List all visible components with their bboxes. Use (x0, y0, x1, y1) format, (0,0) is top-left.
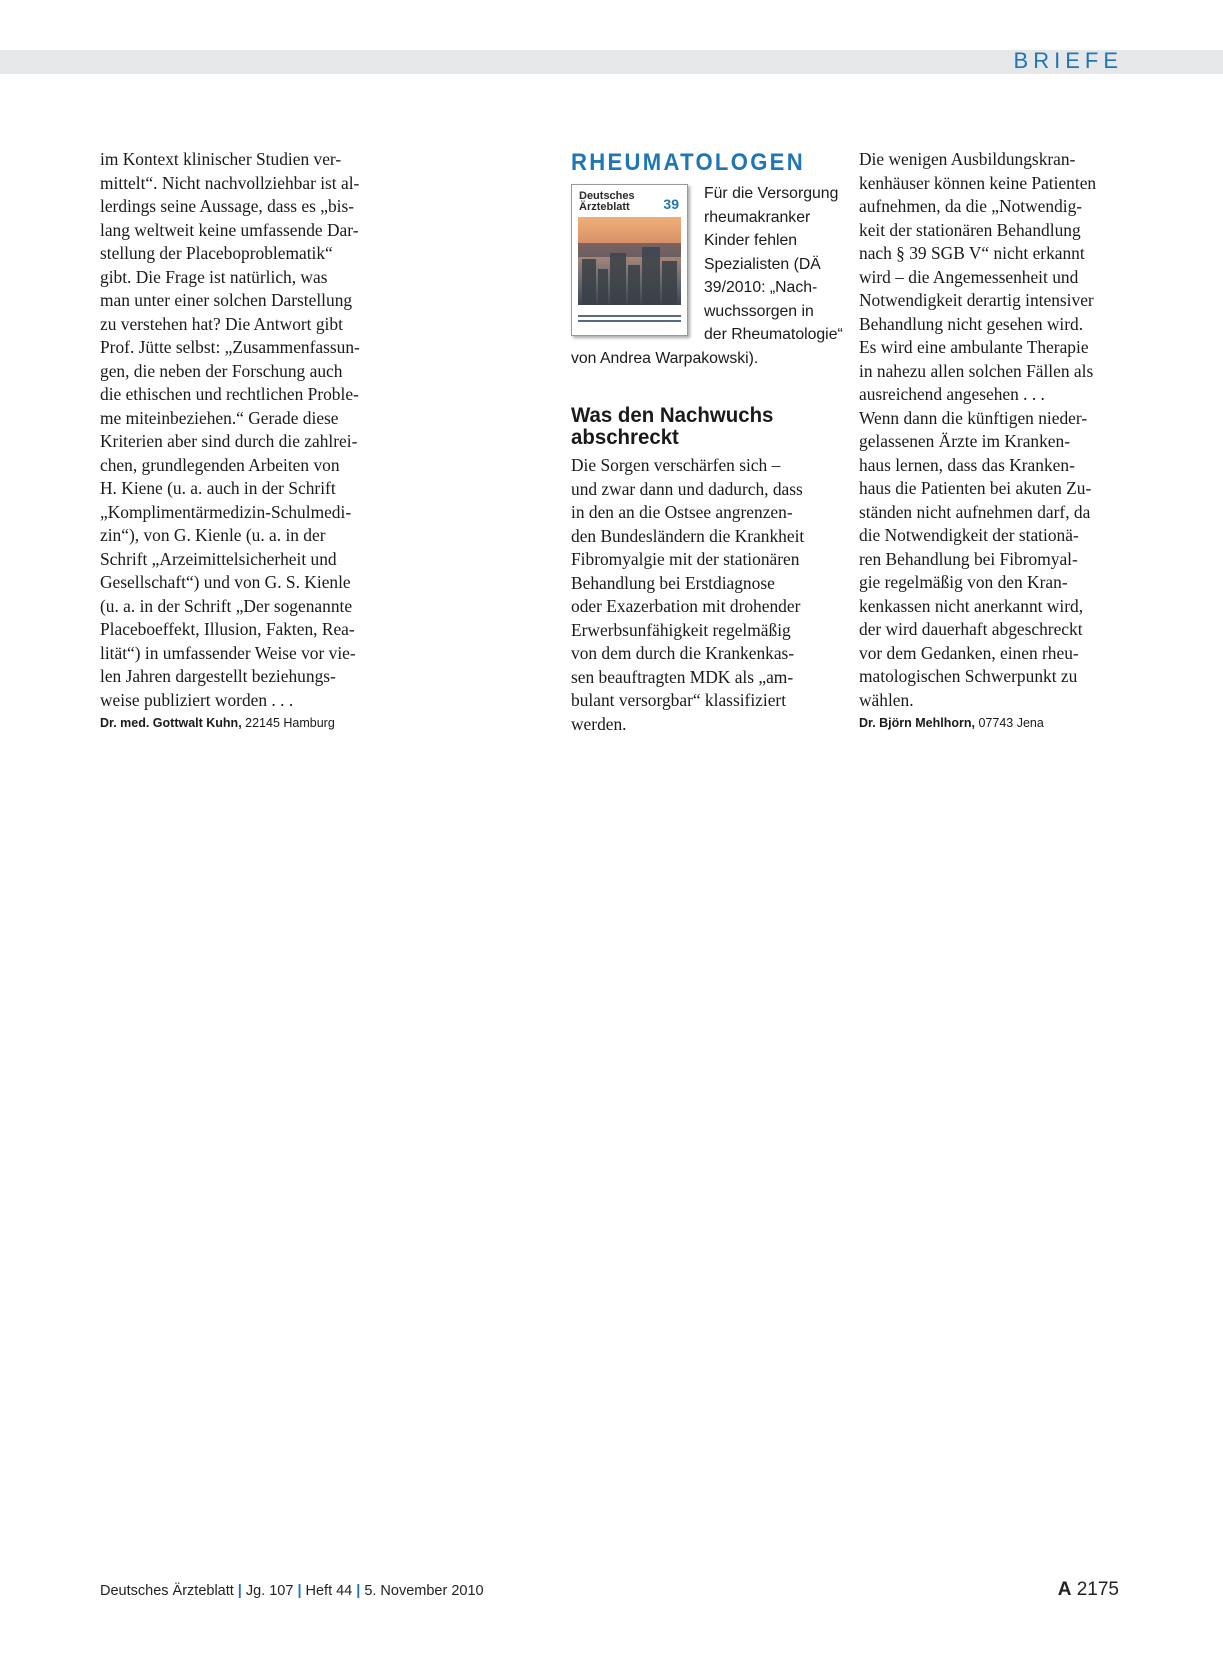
letter2-location: 07743 Jena (978, 716, 1044, 730)
cover-title-line2: Ärzteblatt (579, 201, 630, 213)
text-line: man unter einer solchen Darstellung (100, 290, 353, 310)
text-line: ausreichend angesehen . . . (859, 384, 1045, 404)
text-line: Fibromyalgie mit der stationären (571, 549, 800, 569)
text-line: Behandlung bei Erstdiagnose (571, 572, 775, 593)
teaser-line: wuchssorgen in (704, 302, 814, 320)
teaser-line: rheumakranker (704, 208, 811, 226)
teaser-line: der Rheumatologie“ (704, 326, 843, 343)
footer-citation (100, 1583, 484, 1599)
cover-title (579, 191, 635, 213)
text-line: die Notwendigkeit der stationä- (859, 525, 1079, 545)
cover-text-lines (578, 315, 681, 327)
footer-separator: | (297, 1583, 302, 1599)
letter2-column (571, 148, 849, 736)
section-label: BRIEFE (1013, 48, 1123, 73)
text-line: matologischen Schwerpunkt zu (859, 666, 1078, 686)
text-line: weise publiziert worden . . . (100, 689, 294, 710)
text-line: haus lernen, dass das Kranken- (859, 454, 1075, 475)
footer-separator: | (356, 1583, 361, 1599)
text-line: der wird dauerhaft abgeschreckt (859, 619, 1083, 639)
letter2-body-col2 (571, 454, 849, 736)
text-line: zu verstehen hat? Die Antwort gibt (100, 313, 343, 334)
footer-date: 5. November 2010 (364, 1583, 484, 1599)
text-line: (u. a. in der Schrift „Der sogenannte (100, 595, 353, 616)
footer-volume: Jg. 107 (245, 1583, 294, 1599)
page-number-value: 2175 (1076, 1579, 1119, 1600)
text-line: lang weltweit keine umfassende Dar- (100, 219, 359, 240)
text-line: gen, die neben der Forschung auch (100, 360, 343, 381)
letter1-author: Dr. med. Gottwalt Kuhn, (100, 716, 242, 730)
text-line: lerdings seine Aussage, dass es „bis- (100, 196, 355, 216)
text-line: sen beauftragten MDK als „am- (571, 666, 794, 687)
text-line: gibt. Die Frage ist natürlich, was (100, 266, 328, 287)
topic-heading: RHEUMATOLOGEN (571, 149, 805, 176)
cover-headline-band (578, 243, 681, 257)
text-line: Kriterien aber sind durch die zahlrei- (100, 431, 358, 451)
text-line: Notwendigkeit derartig intensiver (859, 290, 1094, 310)
text-line: von dem durch die Krankenkas- (571, 643, 795, 663)
text-line: in nahezu allen solchen Fällen als (859, 360, 1094, 381)
text-line: werden. (571, 713, 627, 734)
letter1-location: 22145 Hamburg (245, 716, 335, 730)
text-line: stellung der Placeboproblematik“ (100, 243, 333, 263)
text-line: ständen nicht aufnehmen darf, da (859, 501, 1091, 522)
text-line: wählen. (859, 689, 914, 710)
text-line: me miteinbeziehen.“ Gerade diese (100, 407, 339, 428)
text-line: „Komplimentärmedizin-Schulmedi- (100, 501, 352, 522)
text-line: und zwar dann und dadurch, dass (571, 478, 803, 499)
page-prefix: A (1057, 1579, 1072, 1600)
text-line: Erwerbsunfähigkeit regelmäßig (571, 619, 791, 640)
text-line: lität“) in umfassender Weise vor vie- (100, 642, 356, 663)
cover-issue-number: 39 (663, 196, 679, 212)
footer-issue: Heft 44 (305, 1583, 353, 1599)
teaser-line: Für die Versorgung (704, 185, 839, 202)
text-line: Gesellschaft“) und von G. S. Kienle (100, 572, 351, 592)
footer-separator: | (237, 1583, 242, 1599)
text-line: nach § 39 SGB V“ nicht erkannt (859, 243, 1085, 263)
footer-journal: Deutsches Ärzteblatt (100, 1583, 234, 1599)
letter2-column-continued (859, 148, 1127, 732)
text-line: den Bundesländern die Krankheit (571, 525, 805, 546)
teaser-line: 39/2010: „Nach- (704, 279, 818, 296)
text-line: ren Behandlung bei Fibromyal- (859, 548, 1078, 569)
text-line: die ethischen und rechtlichen Proble- (100, 384, 359, 404)
letter1-body (100, 148, 382, 712)
text-line: Schrift „Arzeimittelsicherheit und (100, 548, 337, 569)
letter2-headline: Was den Nachwuchs abschreckt (571, 403, 774, 449)
magazine-cover-image (571, 184, 688, 336)
text-line: Die wenigen Ausbildungskran- (859, 149, 1076, 169)
text-line: Die Sorgen verschärfen sich – (571, 455, 781, 475)
text-line: H. Kiene (u. a. auch in der Schrift (100, 478, 336, 498)
letter1-column (100, 148, 382, 732)
text-line: Wenn dann die künftigen nieder- (859, 407, 1088, 428)
text-line: oder Exazerbation mit drohender (571, 596, 801, 616)
text-line: gelassenen Ärzte im Kranken- (859, 431, 1071, 451)
teaser-line: von Andrea Warpakowski). (571, 349, 759, 367)
text-line: Es wird eine ambulante Therapie (859, 337, 1089, 357)
text-line: bulant versorgbar“ klassifiziert (571, 690, 787, 710)
text-line: Placeboeffekt, Illusion, Fakten, Rea- (100, 619, 355, 639)
text-line: zin“), von G. Kienle (u. a. in der (100, 525, 326, 545)
letter2-author: Dr. Björn Mehlhorn, (859, 716, 975, 730)
page-number (1058, 1579, 1119, 1601)
text-line: Behandlung nicht gesehen wird. (859, 313, 1084, 334)
text-line: keit der stationären Behandlung (859, 219, 1081, 240)
letter2-signature (859, 714, 1127, 732)
letter1-signature (100, 714, 382, 732)
text-line: wird – die Angemessenheit und (859, 266, 1079, 287)
cover-photo (578, 217, 681, 305)
text-line: vor dem Gedanken, einen rheu- (859, 642, 1079, 663)
text-line: chen, grundlegenden Arbeiten von (100, 454, 340, 475)
text-line: kenkassen nicht anerkannt wird, (859, 595, 1084, 616)
cover-title-line1: Deutsches (579, 190, 635, 202)
text-line: kenhäuser können keine Patienten (859, 172, 1097, 193)
teaser-box (571, 182, 849, 370)
text-line: aufnehmen, da die „Notwendig- (859, 196, 1083, 216)
teaser-line: Spezialisten (DÄ (704, 255, 821, 273)
text-line: in den an die Ostsee angrenzen- (571, 502, 793, 522)
text-line: mittelt“. Nicht nachvollziehbar ist al- (100, 172, 360, 193)
text-line: haus die Patienten bei akuten Zu- (859, 478, 1092, 498)
teaser-line: Kinder fehlen (704, 232, 798, 249)
text-line: gie regelmäßig von den Kran- (859, 572, 1068, 592)
text-line: im Kontext klinischer Studien ver- (100, 149, 342, 169)
text-line: len Jahren dargestellt beziehungs- (100, 666, 336, 686)
letter2-body-col3 (859, 148, 1127, 712)
text-line: Prof. Jütte selbst: „Zusammenfassun- (100, 337, 360, 357)
